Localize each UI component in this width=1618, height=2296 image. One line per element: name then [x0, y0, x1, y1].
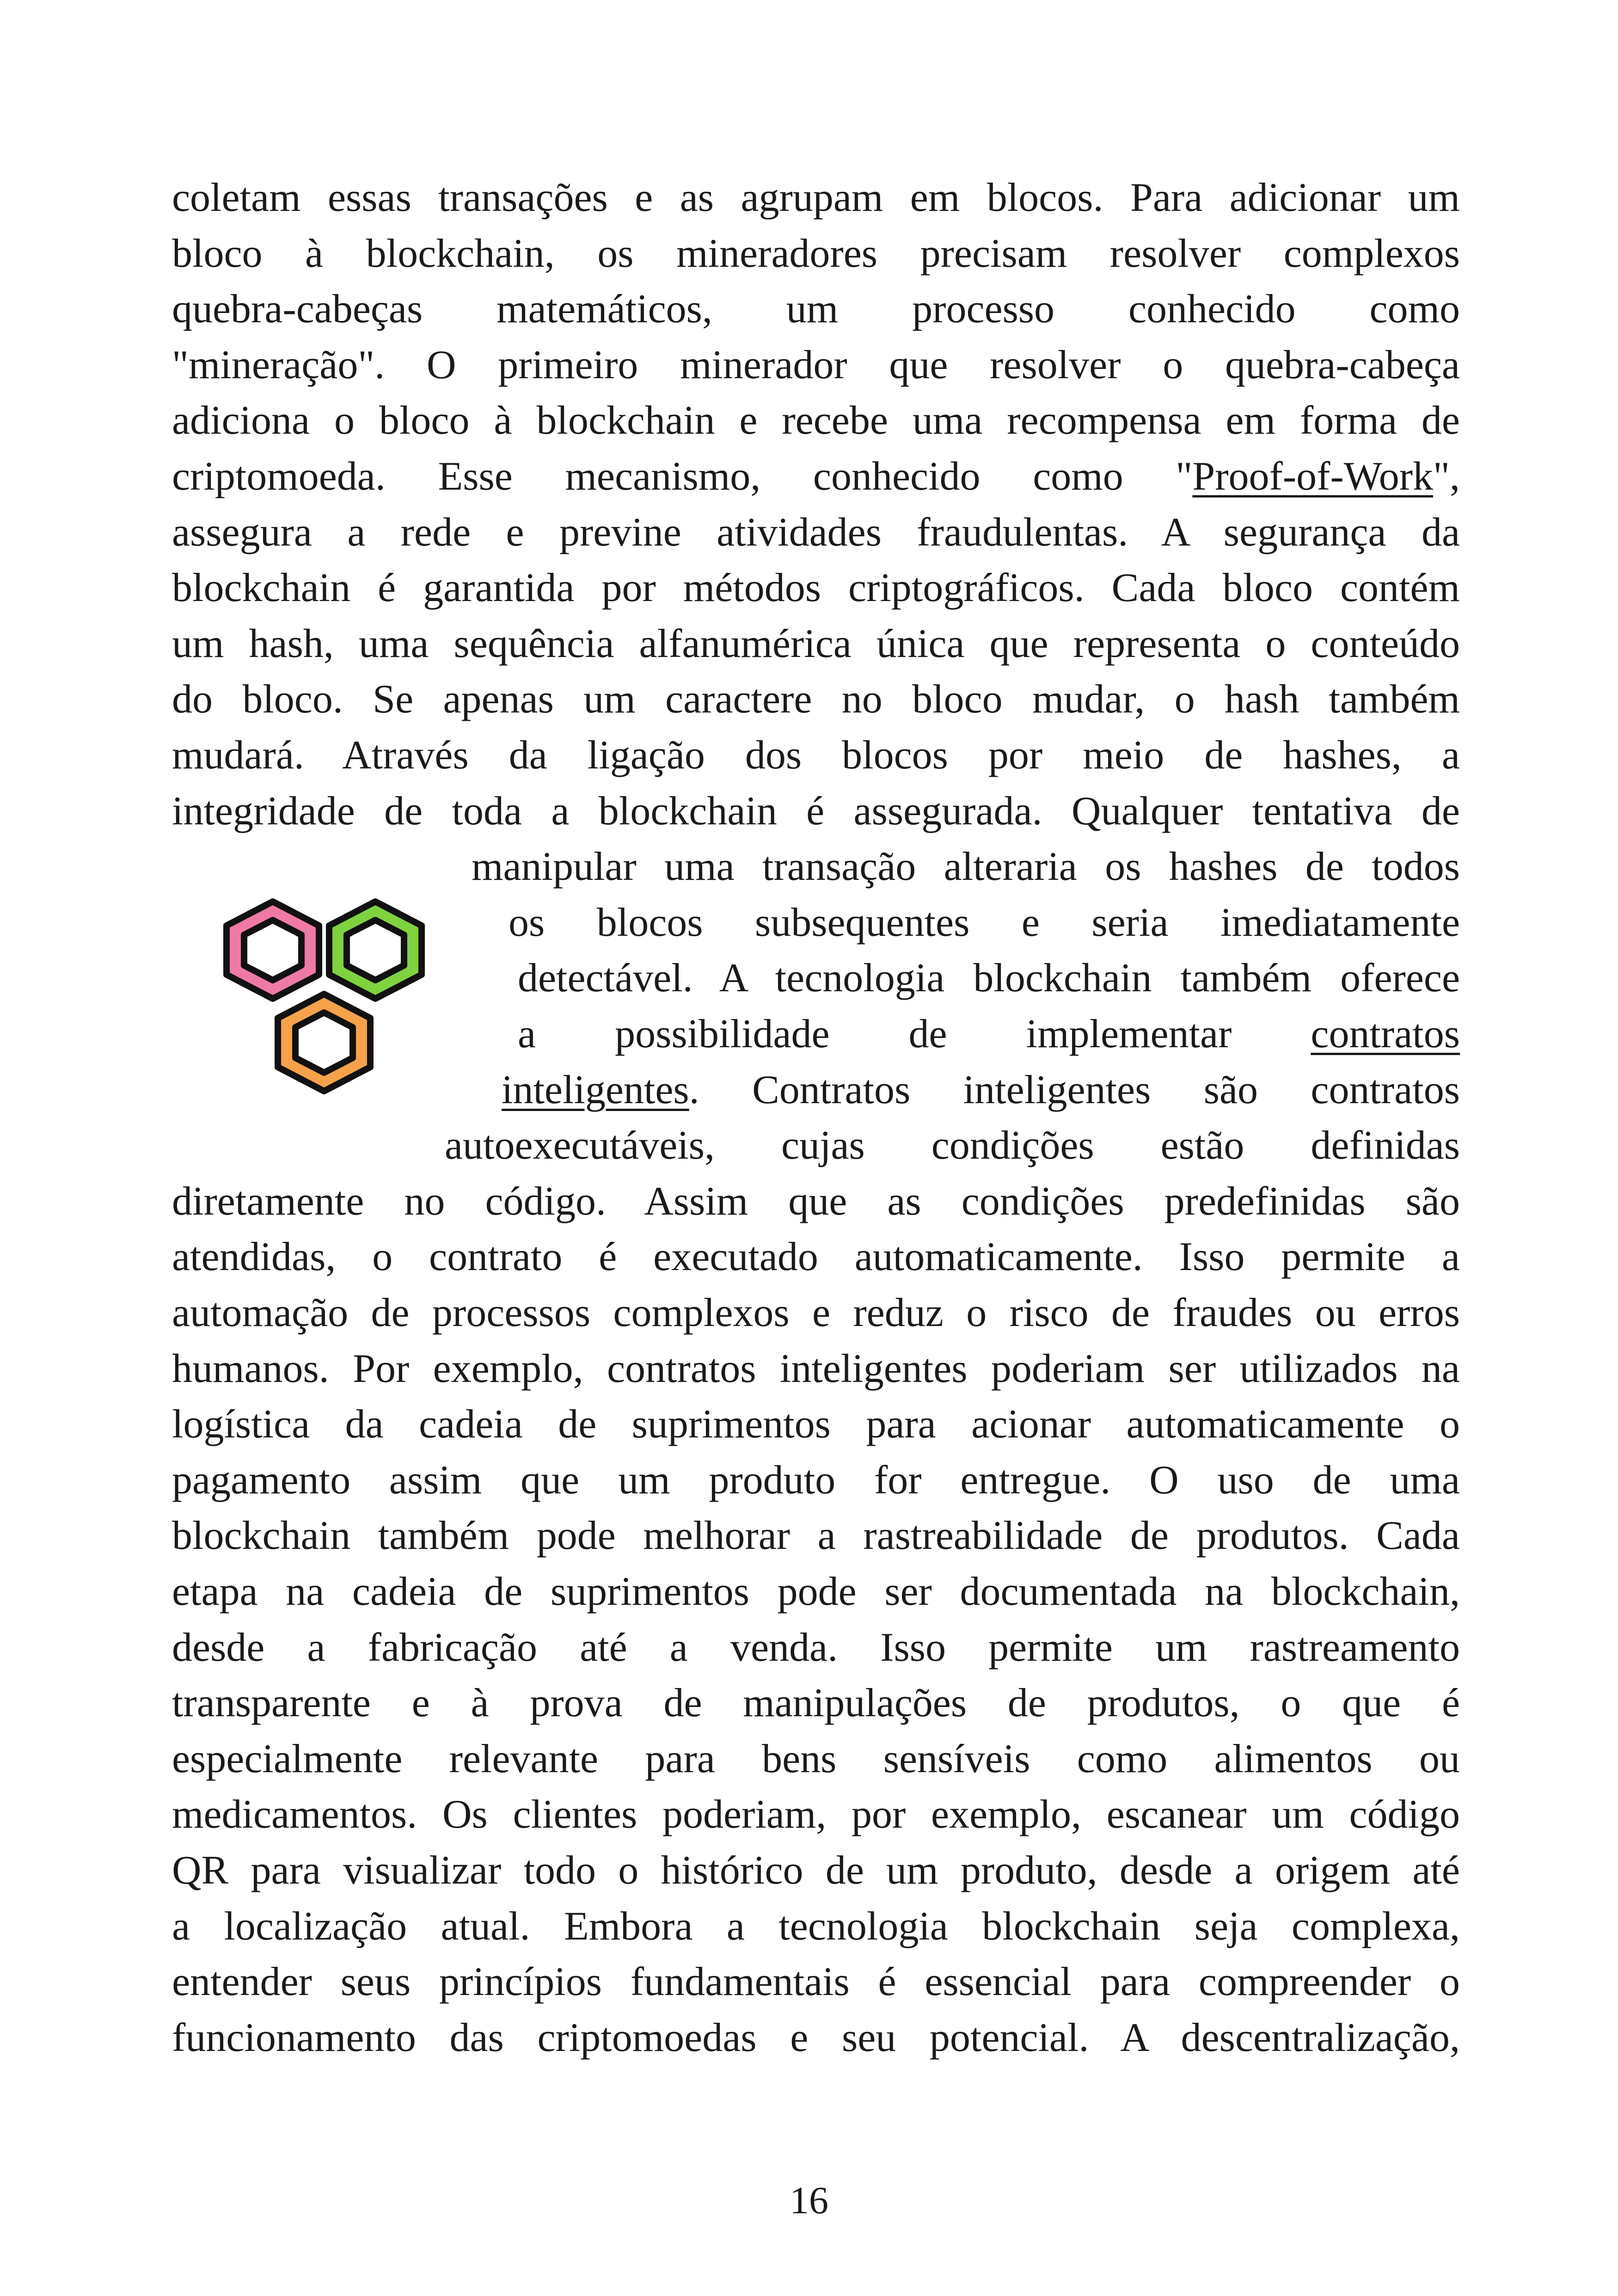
- line-text: desde a fabricação até a venda. Isso permite um rastreamento: [172, 1625, 1460, 1670]
- text-line: [172, 1954, 1460, 2010]
- text-line: [172, 1453, 1460, 1508]
- line-text: especialmente relevante para bens sensíveis como alimentos ou: [172, 1737, 1460, 1781]
- line-text: pagamento assim que um produto for entregue. O uso de uma: [172, 1458, 1460, 1503]
- text-line: [172, 1620, 1460, 1676]
- text-line: [172, 393, 1460, 448]
- text-line: [172, 226, 1460, 282]
- line-text: atendidas, o contrato é executado automaticamente. Isso permite a: [172, 1234, 1460, 1279]
- text-line: [172, 1508, 1460, 1564]
- hexagon-cluster-icon: [217, 888, 439, 1119]
- text-line: [518, 1007, 1460, 1062]
- line-text: QR para visualizar todo o histórico de um produto, desde a origem até: [172, 1848, 1460, 1893]
- line-text: coletam essas transações e as agrupam em blocos. Para adicionar um: [172, 175, 1460, 220]
- line-text: um hash, uma sequência alfanumérica única que representa o conteúdo: [172, 621, 1460, 666]
- line-text: adiciona o bloco à blockchain e recebe uma recompensa em forma de: [172, 398, 1460, 443]
- line-text: autoexecutáveis, cujas condições estão definidas: [445, 1123, 1460, 1168]
- text-line: [172, 1787, 1460, 1842]
- line-text: assegura a rede e previne atividades fraudulentas. A segurança da: [172, 510, 1460, 555]
- text-line: [172, 1899, 1460, 1954]
- text-line: [172, 1285, 1460, 1341]
- line-text: bloco à blockchain, os mineradores precisam resolver complexos: [172, 231, 1460, 276]
- line-text: a possibilidade de implementar: [518, 1012, 1311, 1056]
- line-text: . Contratos inteligentes são contratos: [689, 1068, 1460, 1112]
- text-line: [172, 672, 1460, 727]
- text-line: [172, 1341, 1460, 1397]
- line-text: diretamente no código. Assim que as condições predefinidas são: [172, 1179, 1460, 1224]
- page-number: 16: [790, 2179, 828, 2222]
- line-text: do bloco. Se apenas um caractere no bloco mudar, o hash também: [172, 677, 1460, 722]
- text-line: [172, 338, 1460, 393]
- text-line: [518, 951, 1460, 1006]
- line-text: entender seus princípios fundamentais é essencial para compreender o: [172, 1959, 1460, 2004]
- line-text: funcionamento das criptomoedas e seu potencial. A descentralização,: [172, 2015, 1460, 2060]
- line-text: logística da cadeia de suprimentos para acionar automaticamente o: [172, 1402, 1460, 1447]
- line-text: medicamentos. Os clientes poderiam, por exemplo, escanear um código: [172, 1792, 1460, 1837]
- line-text: automação de processos complexos e reduz o risco de fraudes ou erros: [172, 1290, 1460, 1335]
- line-text: a localização atual. Embora a tecnologia blockchain seja complexa,: [172, 1904, 1460, 1949]
- text-line: [172, 616, 1460, 672]
- text-line: [172, 1397, 1460, 1452]
- text-line: [172, 728, 1460, 783]
- text-line: [509, 895, 1460, 951]
- text-line: [172, 1174, 1460, 1229]
- text-line: [172, 784, 1460, 839]
- text-line: [445, 1118, 1460, 1173]
- term-link[interactable]: Proof-of-Work: [1192, 454, 1434, 499]
- term-link[interactable]: contratos: [1311, 1012, 1460, 1056]
- line-text: detectável. A tecnologia blockchain também oferece: [518, 956, 1460, 1001]
- term-link[interactable]: inteligentes: [502, 1068, 689, 1112]
- text-line: [472, 839, 1460, 895]
- text-line: [172, 1843, 1460, 1898]
- text-line: [172, 1676, 1460, 1731]
- text-line: [172, 1564, 1460, 1620]
- line-text: blockchain também pode melhorar a rastreabilidade de produtos. Cada: [172, 1513, 1460, 1558]
- text-line: [172, 505, 1460, 560]
- line-text: quebra-cabeças matemáticos, um processo conhecido como: [172, 287, 1460, 332]
- line-text: transparente e à prova de manipulações de produtos, o que é: [172, 1681, 1460, 1725]
- text-line: [172, 1731, 1460, 1787]
- text-line: [172, 449, 1460, 504]
- text-line: [502, 1062, 1460, 1118]
- line-text: ",: [1433, 454, 1460, 499]
- line-text: etapa na cadeia de suprimentos pode ser documentada na blockchain,: [172, 1569, 1460, 1614]
- text-line: [172, 170, 1460, 226]
- text-line: [172, 282, 1460, 337]
- text-line: [172, 560, 1460, 616]
- line-text: "mineração". O primeiro minerador que resolver o quebra-cabeça: [172, 343, 1460, 387]
- line-text: os blocos subsequentes e seria imediatamente: [509, 900, 1460, 945]
- line-text: humanos. Por exemplo, contratos inteligentes poderiam ser utilizados na: [172, 1346, 1460, 1391]
- text-line: [172, 1229, 1460, 1285]
- line-text: integridade de toda a blockchain é assegurada. Qualquer tentativa de: [172, 789, 1460, 834]
- line-text: criptomoeda. Esse mecanismo, conhecido como ": [172, 454, 1193, 499]
- text-line: [172, 2010, 1460, 2066]
- line-text: blockchain é garantida por métodos criptográficos. Cada bloco contém: [172, 565, 1460, 610]
- line-text: manipular uma transação alteraria os hashes de todos: [472, 844, 1460, 889]
- line-text: mudará. Através da ligação dos blocos por meio de hashes, a: [172, 733, 1460, 778]
